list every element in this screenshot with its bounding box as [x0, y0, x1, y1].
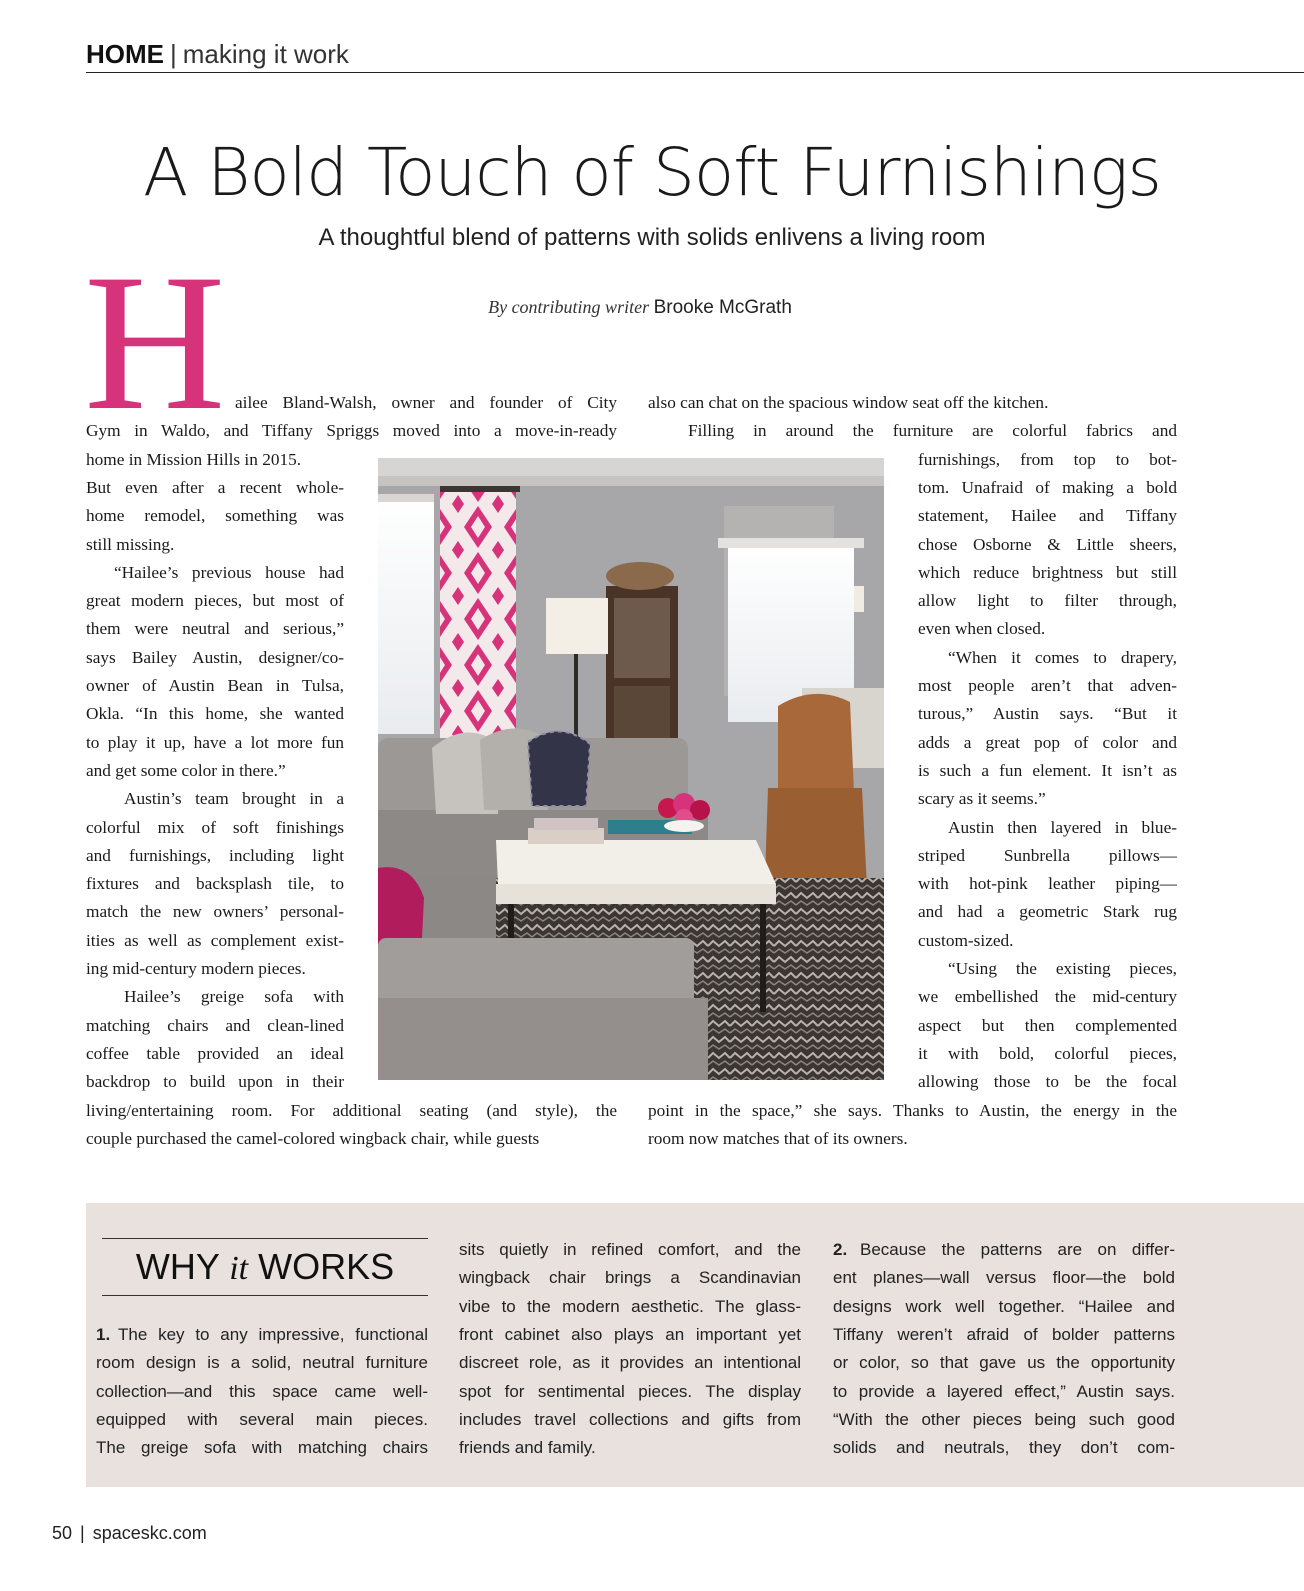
text-line: it with bold, colorful pieces, [918, 1044, 1177, 1063]
text-line: even when closed. [918, 619, 1046, 638]
text-line: says Bailey Austin, designer/co- [86, 648, 344, 667]
text-line: room design is a solid, neutral furniture [96, 1353, 428, 1372]
text-line: adds a great pop of color and [918, 733, 1177, 752]
text-line: Because the patterns are on differ- [860, 1240, 1175, 1259]
text-line: But even after a recent whole- [86, 478, 344, 497]
heading-why: WHY [135, 1246, 220, 1287]
text-line: and had a geometric Stark rug [918, 902, 1177, 921]
text-line: ailee Bland-Walsh, owner and founder of City [235, 393, 617, 412]
text-line: striped Sunbrella pillows— [918, 846, 1177, 865]
text-line: home in Mission Hills in 2015. [86, 450, 302, 469]
page-footer [52, 1518, 207, 1548]
text-line: Hailee’s greige sofa with [124, 987, 344, 1006]
text-line: room now matches that of its owners. [648, 1129, 908, 1148]
text-line: Filling in around the furniture are colorful fabrics and [688, 421, 1177, 440]
section-header [86, 36, 1304, 73]
text-line: coffee table provided an ideal [86, 1044, 344, 1063]
text-line: includes travel collections and gifts from [459, 1410, 801, 1429]
text-line: Austin’s team brought in a [124, 789, 344, 808]
heading-works: WORKS [258, 1246, 395, 1287]
text-line: ing mid-century modern pieces. [86, 959, 306, 978]
text-line: wingback chair brings a Scandinavian [459, 1268, 801, 1287]
footer-divider: | [80, 1523, 85, 1543]
article-subtitle: A thoughtful blend of patterns with solids enlivens a living room [318, 224, 986, 251]
text-line: sits quietly in refined comfort, and the [459, 1240, 801, 1259]
text-line: still missing. [86, 535, 175, 554]
text-line: home remodel, something was [86, 506, 344, 525]
text-line: Austin then layered in blue- [948, 818, 1177, 837]
text-line: and get some color in there.” [86, 761, 286, 780]
text-line: point in the space,” she says. Thanks to Austin, the energy in the [648, 1101, 1177, 1120]
text-line: “Hailee’s previous house had [114, 563, 344, 582]
text-line: furnishings, from top to bot- [918, 450, 1177, 469]
text-line: chose Osborne & Little sheers, [918, 535, 1177, 554]
text-line: fixtures and backsplash tile, to [86, 874, 344, 893]
text-line: them were neutral and serious,” [86, 619, 344, 638]
text-line: designs work well together. “Hailee and [833, 1297, 1175, 1316]
text-line: ent planes—wall versus floor—the bold [833, 1268, 1175, 1287]
text-line: front cabinet also plays an important yet [459, 1325, 801, 1344]
text-line: scary as it seems.” [918, 789, 1046, 808]
drop-cap: H [84, 234, 226, 451]
text-line: discreet role, as it provides an intentional [459, 1353, 801, 1372]
living-room-illustration [378, 458, 884, 1080]
text-line: vibe to the modern aesthetic. The glass- [459, 1297, 801, 1316]
text-line: with hot-pink leather piping— [918, 874, 1177, 893]
text-line: match the new owners’ personal- [86, 902, 344, 921]
why-it-works-heading [102, 1238, 428, 1296]
text-line: backdrop to build upon in their [86, 1072, 344, 1091]
text-line: friends and family. [459, 1438, 596, 1457]
point-number-1: 1. [96, 1325, 111, 1344]
text-line: tom. Unafraid of making a bold [918, 478, 1177, 497]
text-line: aspect but then complemented [918, 1016, 1177, 1035]
author-name: Brooke McGrath [653, 297, 792, 318]
article-title: A Bold Touch of Soft Furnishings [143, 134, 1161, 211]
text-line: custom-sized. [918, 931, 1014, 950]
text-line: which reduce brightness but still [918, 563, 1177, 582]
living-room-photo [378, 458, 884, 1080]
text-line: “Using the existing pieces, [948, 959, 1177, 978]
text-line: couple purchased the camel-colored wingback chair, while guests [86, 1129, 540, 1148]
text-line: to provide a layered effect,” Austin says. [833, 1382, 1175, 1401]
point-number-2: 2. [833, 1240, 848, 1259]
site-url: spaceskc.com [92, 1523, 207, 1543]
text-line: spot for sentimental pieces. The display [459, 1382, 801, 1401]
text-line: colorful mix of soft finishings [86, 818, 344, 837]
text-line: most people aren’t that adven- [918, 676, 1177, 695]
subsection-label: making it work [182, 39, 349, 69]
text-line: allow light to filter through, [918, 591, 1177, 610]
text-line: we embellished the mid-century [918, 987, 1177, 1006]
text-line: collection—and this space came well- [96, 1382, 428, 1401]
text-line: Gym in Waldo, and Tiffany Spriggs moved into a move-in-ready [86, 421, 617, 440]
section-label: HOME [86, 39, 164, 69]
text-line: owner of Austin Bean in Tulsa, [86, 676, 344, 695]
text-line: also can chat on the spacious window seat off the kitchen. [648, 393, 1049, 412]
text-line: ities as well as complement exist- [86, 931, 344, 950]
text-line: “When it comes to drapery, [948, 648, 1177, 667]
heading-it: it [229, 1250, 249, 1287]
text-line: or color, so that gave us the opportunity [833, 1353, 1175, 1372]
text-line: is such a fun element. It isn’t as [918, 761, 1177, 780]
text-line: solids and neutrals, they don’t com- [833, 1438, 1175, 1457]
text-line: great modern pieces, but most of [86, 591, 344, 610]
page-number: 50 [52, 1523, 73, 1543]
byline [420, 293, 860, 322]
text-line: Tiffany weren’t afraid of bolder patterns [833, 1325, 1175, 1344]
text-line: equipped with several main pieces. [96, 1410, 428, 1429]
text-line: matching chairs and clean-lined [86, 1016, 344, 1035]
text-line: to play it up, have a lot more fun [86, 733, 344, 752]
text-line: allowing those to be the focal [918, 1072, 1177, 1091]
text-line: The greige sofa with matching chairs [96, 1438, 428, 1457]
text-line: The key to any impressive, functional [118, 1325, 428, 1344]
text-line: living/entertaining room. For additional seating (and style), the [86, 1101, 617, 1120]
text-line: statement, Hailee and Tiffany [918, 506, 1177, 525]
text-line: turous,” Austin says. “But it [918, 704, 1177, 723]
text-line: Okla. “In this home, she wanted [86, 704, 344, 723]
byline-prefix: By contributing writer [488, 297, 650, 317]
text-line: “With the other pieces being such good [833, 1410, 1175, 1429]
section-divider: | [170, 39, 177, 69]
text-line: and furnishings, including light [86, 846, 344, 865]
